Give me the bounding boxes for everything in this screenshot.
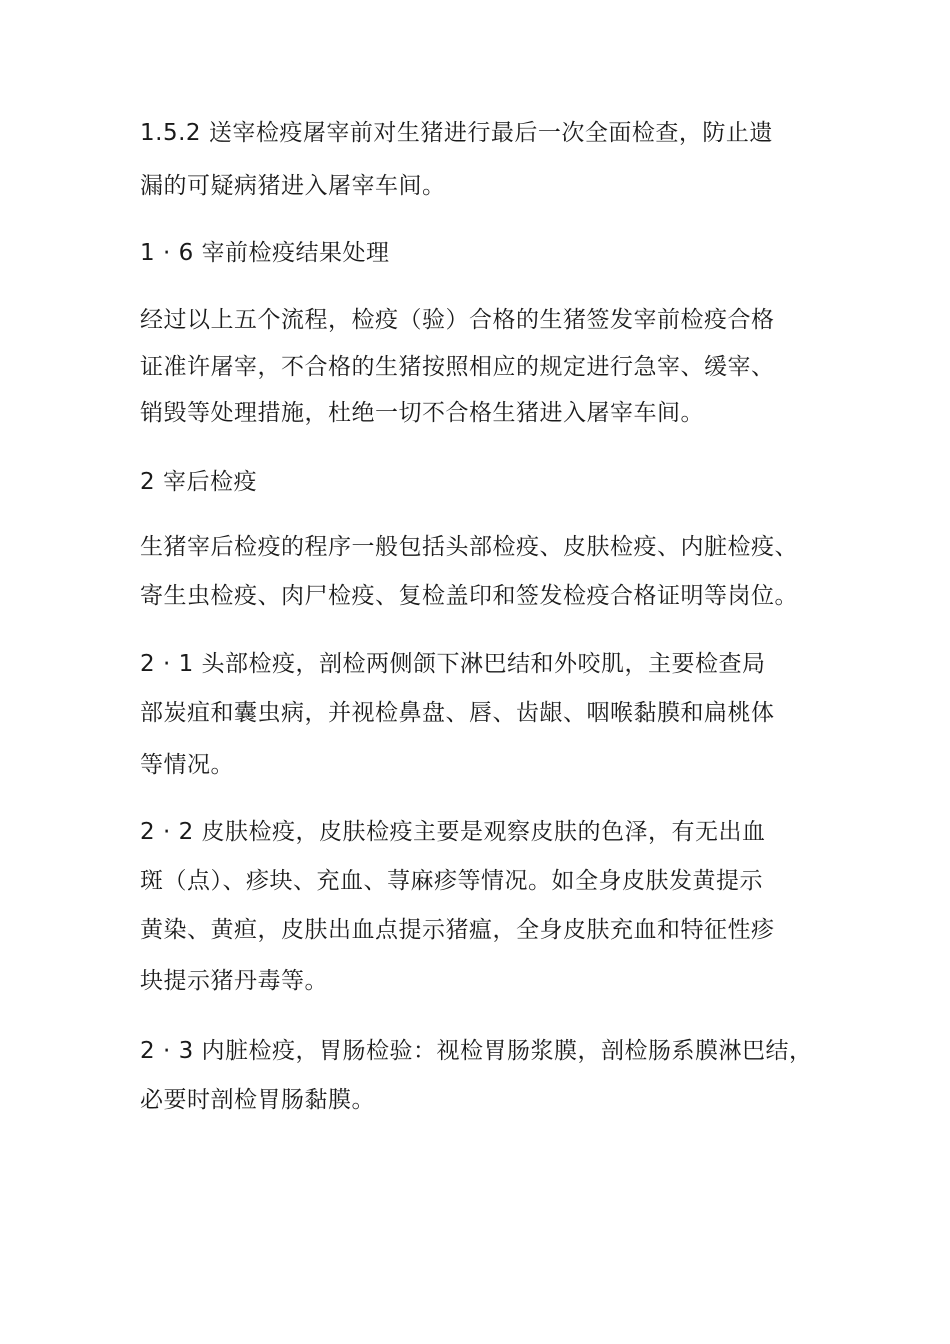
text-line: 必要时剖检胃肠黏膜。 (140, 1087, 375, 1113)
section-heading: 2 宰后检疫 (140, 469, 257, 495)
text-line: 部炭疽和囊虫病，并视检鼻盘、唇、齿龈、咽喉黏膜和扁桃体 (140, 700, 775, 726)
section-heading: 1 · 6 宰前检疫结果处理 (140, 240, 390, 266)
text-line: 1.5.2 送宰检疫屠宰前对生猪进行最后一次全面检查，防止遗 (140, 120, 773, 146)
text-line: 2 · 3 内脏检疫，胃肠检验：视检胃肠浆膜，剖检肠系膜淋巴结， (140, 1038, 813, 1064)
text-line: 生猪宰后检疫的程序一般包括头部检疫、皮肤检疫、内脏检疫、 (140, 534, 798, 560)
text-line: 黄染、黄疸，皮肤出血点提示猪瘟，全身皮肤充血和特征性疹 (140, 917, 775, 943)
text-line: 块提示猪丹毒等。 (140, 968, 328, 994)
text-line: 漏的可疑病猪进入屠宰车间。 (140, 173, 446, 199)
text-line: 经过以上五个流程，检疫（验）合格的生猪签发宰前检疫合格 (140, 307, 775, 333)
text-line: 2 · 1 头部检疫，剖检两侧颌下淋巴结和外咬肌，主要检查局 (140, 651, 766, 677)
text-line: 2 · 2 皮肤检疫，皮肤检疫主要是观察皮肤的色泽，有无出血 (140, 819, 766, 845)
text-line: 寄生虫检疫、肉尸检疫、复检盖印和签发检疫合格证明等岗位。 (140, 583, 798, 609)
text-line: 斑（点）、疹块、充血、荨麻疹等情况。如全身皮肤发黄提示 (140, 868, 763, 894)
text-line: 证准许屠宰，不合格的生猪按照相应的规定进行急宰、缓宰、 (140, 354, 775, 380)
text-line: 销毁等处理措施，杜绝一切不合格生猪进入屠宰车间。 (140, 400, 704, 426)
text-line: 等情况。 (140, 752, 234, 778)
